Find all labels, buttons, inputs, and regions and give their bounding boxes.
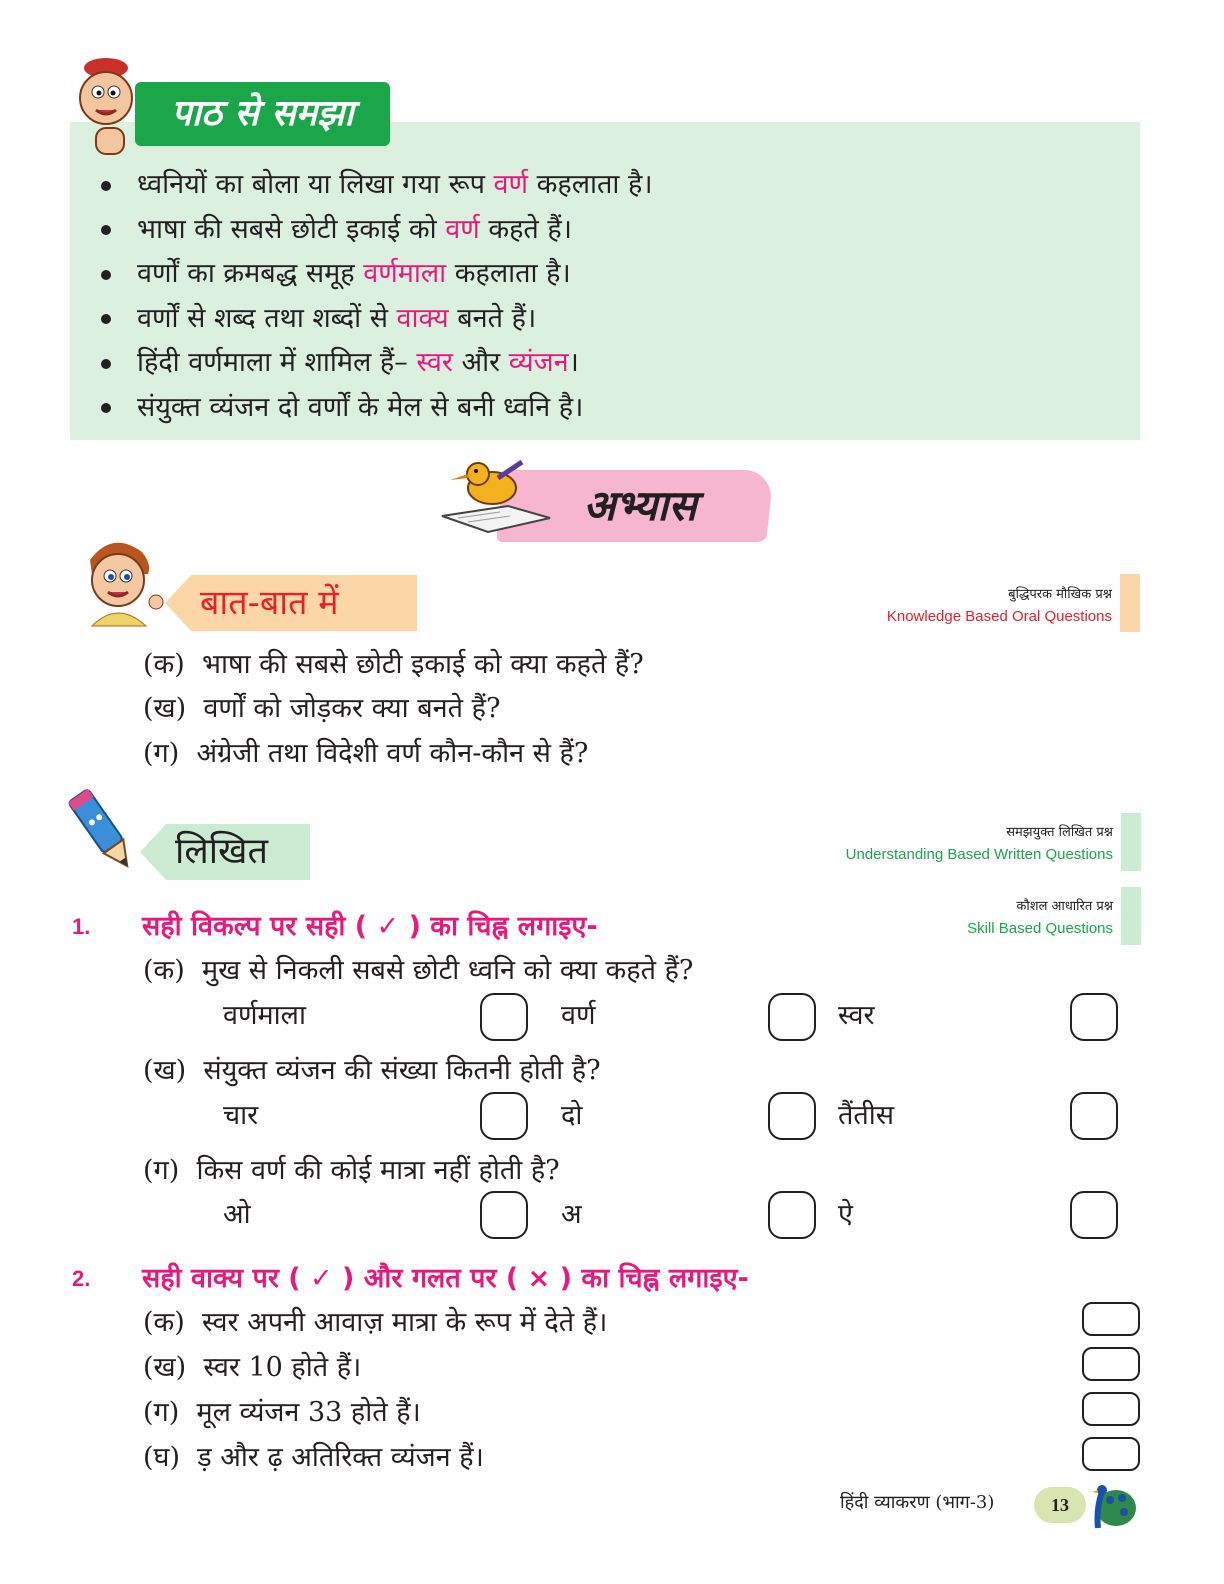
bullet-dot (101, 359, 111, 369)
written-title: लिखित (175, 831, 269, 872)
option-label: तैंतीस (838, 1100, 895, 1131)
oral-question (143, 644, 644, 681)
option-checkbox[interactable] (1070, 993, 1118, 1041)
key-term: वर्ण (493, 169, 529, 200)
bullet-text: और (452, 347, 509, 379)
question-label: (ख) (143, 693, 187, 724)
option-label: ओ (223, 1199, 251, 1230)
skill-question-type (800, 896, 1113, 937)
mcq-question (143, 1050, 601, 1087)
question-number: 1. (72, 914, 91, 939)
bullet-text: वर्णों से शब्द तथा शब्दों से (137, 302, 397, 334)
question-type-english: Understanding Based Written Questions (845, 846, 1113, 863)
oral-question (143, 733, 588, 770)
question-text: स्वर 10 होते हैं। (203, 1352, 362, 1383)
summary-bullet (90, 163, 1120, 208)
question-label: (ख) (143, 1352, 187, 1383)
question-type-english: Skill Based Questions (967, 920, 1113, 937)
answer-box[interactable] (1082, 1302, 1140, 1336)
question-label: (क) (143, 649, 185, 680)
bullet-dot (101, 225, 111, 235)
summary-bullets (90, 163, 1120, 431)
written-type-bar (1121, 813, 1141, 871)
question-heading: सही विकल्प पर सही ( ✓ ) का चिह्न लगाइए- (142, 911, 598, 942)
answer-box[interactable] (1082, 1392, 1140, 1426)
oral-type-bar (1120, 574, 1140, 632)
option-label: ऐ (838, 1199, 853, 1230)
option-label: चार (223, 1100, 259, 1131)
option-checkbox[interactable] (480, 1191, 528, 1239)
bullet-text: । (568, 347, 579, 379)
true-false-statement (143, 1302, 607, 1339)
question-text: संयुक्त व्यंजन की संख्या कितनी होती है? (203, 1055, 601, 1086)
option-checkbox[interactable] (768, 1191, 816, 1239)
option-checkbox[interactable] (768, 1092, 816, 1140)
bullet-text: कहते हैं। (479, 213, 572, 245)
key-term: वर्णमाला (363, 258, 447, 290)
question-type-hindi: कौशल आधारित प्रश्न (1016, 899, 1113, 914)
written-question-type (800, 822, 1113, 863)
question-type-hindi: बुद्धिपरक मौखिक प्रश्न (1008, 587, 1112, 602)
option-label: वर्ण (561, 1000, 596, 1031)
key-term: व्यंजन (508, 347, 569, 379)
bullet-text: कहलाता है। (528, 169, 653, 200)
question-heading: सही वाक्य पर ( ✓ ) और गलत पर ( × ) का चिह्न लगाइए- (142, 1263, 749, 1294)
question-text: भाषा की सबसे छोटी इकाई को क्या कहते हैं? (201, 649, 644, 680)
question-number: 2. (72, 1266, 91, 1291)
summary-bullet (90, 341, 1120, 386)
bullet-dot (101, 270, 111, 280)
question-label: (ग) (143, 1155, 180, 1186)
oral-title: बात-बात में (200, 583, 339, 623)
bullet-text: बनते हैं। (448, 302, 537, 334)
question-label: (ग) (143, 1397, 180, 1428)
bullet-text: ध्वनियों का बोला या लिखा गया रूप (137, 169, 494, 200)
bullet-dot (101, 181, 111, 191)
oral-question (143, 688, 500, 725)
question-text: वर्णों को जोड़कर क्या बनते हैं? (203, 693, 501, 724)
true-false-statement (143, 1437, 484, 1474)
option-label: स्वर (838, 1000, 875, 1031)
page-number: 13 (1034, 1487, 1086, 1523)
key-term: वाक्य (396, 302, 449, 334)
question-text: ड़ और ढ़ अतिरिक्त व्यंजन हैं। (197, 1442, 484, 1473)
question-text: स्वर अपनी आवाज़ मात्रा के रूप में देते हैं। (201, 1307, 608, 1338)
boy-waving-icon (72, 530, 168, 630)
bullet-dot (101, 403, 111, 413)
mcq-question (143, 950, 693, 987)
question-type-hindi: समझयुक्त लिखित प्रश्न (1006, 825, 1113, 840)
skill-type-bar (1121, 887, 1141, 945)
true-false-statement (143, 1347, 361, 1384)
summary-bullet (90, 252, 1120, 297)
option-checkbox[interactable] (1070, 1191, 1118, 1239)
bullet-text: भाषा की सबसे छोटी इकाई को (137, 213, 446, 245)
question-type-english: Knowledge Based Oral Questions (886, 608, 1112, 625)
key-term: वर्ण (445, 213, 480, 245)
bullet-text: कहलाता है। (446, 258, 571, 290)
pencil-icon (62, 782, 142, 878)
oral-question-type (820, 584, 1112, 625)
bullet-text: वर्णों का क्रमबद्ध समूह (137, 258, 364, 290)
summary-bullet (90, 386, 1120, 431)
bullet-text: संयुक्त व्यंजन दो वर्णों के मेल से बनी ध्वनि है। (137, 391, 584, 423)
option-checkbox[interactable] (1070, 1092, 1118, 1140)
summary-bullet (90, 208, 1120, 253)
question-label: (क) (143, 955, 185, 986)
option-label: दो (561, 1100, 583, 1131)
question-label: (ख) (143, 1055, 187, 1086)
key-term: स्वर (416, 347, 453, 379)
question-text: मुख से निकली सबसे छोटी ध्वनि को क्या कहते हैं? (201, 955, 694, 986)
book-title: हिंदी व्याकरण (भाग-3) (840, 1492, 995, 1513)
question-label: (ग) (143, 738, 180, 769)
answer-box[interactable] (1082, 1347, 1140, 1381)
question-text: किस वर्ण की कोई मात्रा नहीं होती है? (196, 1155, 560, 1186)
question-text: मूल व्यंजन 33 होते हैं। (196, 1397, 421, 1428)
mcq-question (143, 1150, 560, 1187)
option-checkbox[interactable] (480, 993, 528, 1041)
option-label: वर्णमाला (223, 1000, 306, 1031)
abhyas-title: अभ्यास (583, 481, 697, 530)
bullet-dot (101, 314, 111, 324)
question-text: अंग्रेजी तथा विदेशी वर्ण कौन-कौन से हैं? (196, 738, 589, 769)
summary-bullet (90, 297, 1120, 342)
option-checkbox[interactable] (480, 1092, 528, 1140)
option-checkbox[interactable] (768, 993, 816, 1041)
true-false-statement (143, 1392, 421, 1429)
option-label: अ (561, 1199, 582, 1230)
answer-box[interactable] (1082, 1437, 1140, 1471)
question-label: (क) (143, 1307, 185, 1338)
question-label: (घ) (143, 1442, 181, 1473)
peacock-icon (1080, 1478, 1140, 1534)
bullet-text: हिंदी वर्णमाला में शामिल हैं– (137, 347, 417, 379)
boy-cartoon-icon (66, 50, 146, 160)
summary-title: पाठ से समझा (135, 82, 390, 146)
